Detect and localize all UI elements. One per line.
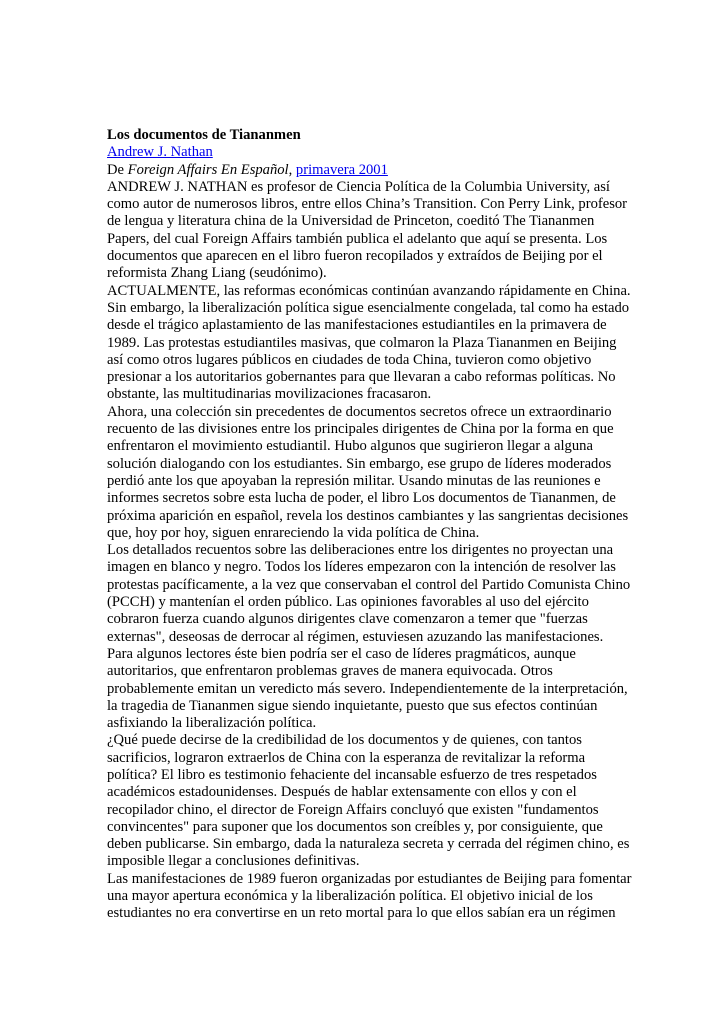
paragraph-line: (PCCH) y mantenían el orden público. Las opiniones favorables al uso del ejército (107, 594, 589, 611)
paragraph-line: una mayor apertura económica y la liberalización política. El objetivo inicial de los (107, 888, 593, 905)
paragraph (107, 404, 627, 542)
source-separator: , (288, 161, 296, 178)
paragraph-line: obstante, las multitudinarias movilizaciones fracasaron. (107, 386, 432, 403)
paragraph-line: enfrentaron el movimiento estudiantil. Hubo algunos que sugirieron llegar a alguna (107, 438, 593, 455)
paragraph (107, 542, 631, 732)
author-link[interactable]: Andrew J. Nathan (107, 144, 213, 161)
paragraph-line: 1989. Las protestas estudiantiles masivas, que colmaron la Plaza Tiananmen en Beijing (107, 334, 617, 351)
source-prefix: De (107, 161, 128, 178)
paragraph (107, 179, 627, 283)
paragraph-line: política? El libro es testimonio fehaciente del incansable esfuerzo de tres respetados (107, 766, 597, 783)
paragraph-line: protestas pacíficamente, a la vez que conservaban el control del Partido Comunista Chino (107, 576, 631, 593)
paragraph-line: Ahora, una colección sin precedentes de documentos secretos ofrece un extraordinario (107, 403, 612, 420)
issue-link[interactable]: primavera 2001 (295, 161, 388, 178)
paragraph-line: probablemente emitan un veredicto más severo. Independientemente de la interpretación, (107, 680, 628, 697)
paragraph-line: presionar a los autoritarios gobernantes para que llevaran a cabo reformas políticas. No (107, 369, 616, 386)
paragraph-line: cobraron fuerza cuando algunos dirigentes clave comenzaron a temer que "fuerzas (107, 611, 588, 628)
paragraph-line: autoritarios, que enfrentaron problemas graves de manera equivocada. Otros (107, 663, 553, 680)
paragraph-line: perdió ante los que apoyaban la represión militar. Usando minutas de las reuniones e (107, 472, 601, 489)
paragraph-line: reformista Zhang Liang (seudónimo). (107, 265, 327, 282)
paragraph-line: así como otros lugares públicos en ciudades de toda China, tuvieron como objetivo (107, 351, 592, 368)
paragraph-line: externas", deseosas de derrocar al régimen, estuviesen azuzando las manifestaciones. (107, 628, 604, 645)
paragraph-line: informes secretos sobre esta lucha de poder, el libro Los documentos de Tiananmen, de (107, 490, 616, 507)
paragraph-line: la tragedia de Tiananmen sigue siendo inquietante, puesto que sus efectos continúan (107, 697, 598, 714)
source-publication: Foreign Affairs En Español (127, 161, 289, 178)
article-title: Los documentos de Tiananmen (107, 127, 301, 143)
paragraph-line: recuento de las divisiones entre los principales dirigentes de China por la forma en que (107, 421, 614, 438)
article-body (107, 178, 632, 923)
paragraph-line: solución dialogando con los estudiantes. Sin embargo, ese grupo de líderes moderados (107, 455, 612, 472)
paragraph-line: próxima aparición en español, revela los destinos cambiantes y las sangrientas decisiones (107, 507, 629, 524)
paragraph-line: imposible llegar a conclusiones definitivas. (107, 853, 360, 870)
paragraph-line: Sin embargo, la liberalización política sigue esencialmente congelada, tal como ha estado (107, 299, 630, 316)
paragraph-line: imagen en blanco y negro. Todos los líderes empezaron con la intención de resolver las (107, 559, 616, 576)
author-line (107, 144, 627, 161)
paragraph-line: Para algunos lectores éste bien podría ser el caso de líderes pragmáticos, aunque (107, 645, 576, 662)
paragraph (107, 282, 631, 404)
paragraph-line: asfixiando la liberalización política. (107, 715, 317, 732)
paragraph (107, 870, 632, 923)
paragraph-line: deben publicarse. Sin embargo, dada la naturaleza secreta y cerrada del régimen chino, es (107, 836, 630, 853)
paragraph-line: que, hoy por hoy, siguen enrareciendo la vida política de China. (107, 524, 480, 541)
paragraph (107, 732, 630, 870)
paragraph-line: ANDREW J. NATHAN es profesor de Ciencia Política de la Columbia University, así (107, 178, 610, 195)
source-line (107, 162, 627, 179)
paragraph-line: como autor de numerosos libros, entre ellos China’s Transition. Con Perry Link, profesor (107, 196, 628, 213)
paragraph-line: Los detallados recuentos sobre las deliberaciones entre los dirigentes no proyectan una (107, 542, 614, 559)
paragraph-line: académicos estadounidenses. Después de hablar extensamente con ellos y con el (107, 784, 577, 801)
paragraph-line: ¿Qué puede decirse de la credibilidad de los documentos y de quienes, con tantos (107, 732, 582, 749)
paragraph-line: estudiantes no era convertirse en un reto mortal para lo que ellos sabían era un régimen (107, 905, 616, 922)
paragraph-line: ACTUALMENTE, las reformas económicas continúan avanzando rápidamente en China. (107, 282, 631, 299)
paragraph-line: recopilador chino, el director de Foreign Affairs concluyó que existen "fundamentos (107, 801, 599, 818)
paragraph-line: Papers, del cual Foreign Affairs también publica el adelanto que aquí se presenta. Los (107, 230, 608, 247)
paragraph-line: de lengua y literatura china de la Universidad de Princeton, coeditó The Tiananmen (107, 213, 595, 230)
paragraph-line: documentos que aparecen en el libro fueron recopilados y extraídos de Beijing por el (107, 248, 603, 265)
paragraph-line: convincentes" para suponer que los documentos son creíbles y, por consiguiente, que (107, 818, 603, 835)
document-page (107, 127, 632, 923)
paragraph-line: Las manifestaciones de 1989 fueron organizadas por estudiantes de Beijing para fomentar (107, 870, 632, 887)
paragraph-line: desde el trágico aplastamiento de las manifestaciones estudiantiles en la primavera de (107, 317, 607, 334)
paragraph-line: sacrificios, lograron extraerlos de China con la esperanza de revitalizar la reforma (107, 749, 586, 766)
